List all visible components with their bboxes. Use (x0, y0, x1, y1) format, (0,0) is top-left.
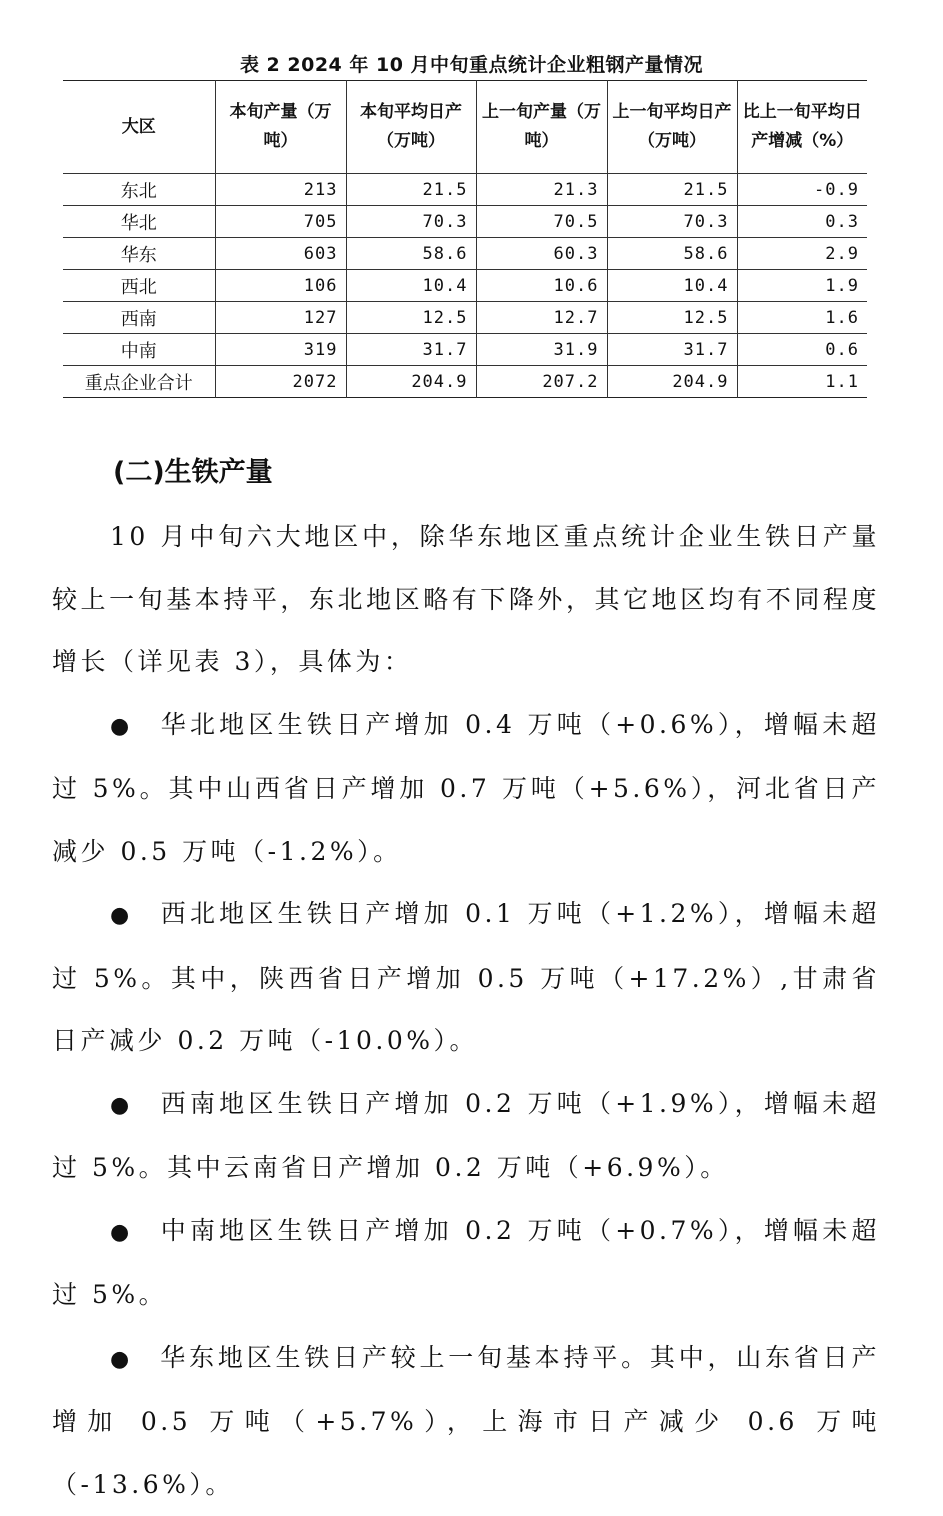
table-row (63, 334, 867, 366)
table-row-total (63, 366, 867, 398)
cell-value: 0.3 (737, 206, 867, 238)
cell-value: 1.1 (737, 366, 867, 398)
cell-region: 东北 (63, 174, 215, 206)
bullet-text: 中南地区生铁日产增加 0.2 万吨（+0.7%），增幅未超过 5%。 (52, 1216, 880, 1310)
cell-value: 204.9 (346, 366, 476, 398)
cell-value: 31.7 (346, 334, 476, 366)
cell-value: 10.4 (607, 270, 737, 302)
cell-value: 2.9 (737, 238, 867, 270)
bullet-text: 西南地区生铁日产增加 0.2 万吨（+1.9%），增幅未超过 5%。其中云南省日产增加 0.2 万吨（+6.9%）。 (52, 1089, 880, 1183)
cell-value: 21.5 (346, 174, 476, 206)
cell-value: 207.2 (476, 366, 607, 398)
bullet-icon: ● (110, 1202, 160, 1265)
table-row (63, 238, 867, 270)
cell-region: 西南 (63, 302, 215, 334)
bullet-text: 华北地区生铁日产增加 0.4 万吨（+0.6%），增幅未超过 5%。其中山西省日产增加 0.7 万吨（+5.6%），河北省日产减少 0.5 万吨（-1.2%）。 (52, 710, 880, 866)
cell-value: 319 (215, 334, 346, 366)
cell-value: 1.9 (737, 270, 867, 302)
table-row (63, 174, 867, 206)
cell-value: 60.3 (476, 238, 607, 270)
cell-value: 10.6 (476, 270, 607, 302)
cell-value: 70.5 (476, 206, 607, 238)
cell-value: -0.9 (737, 174, 867, 206)
cell-value: 106 (215, 270, 346, 302)
cell-value: 70.3 (607, 206, 737, 238)
bullet-paragraph (52, 1073, 880, 1200)
cell-region: 华北 (63, 206, 215, 238)
table-caption: 表 2 2024 年 10 月中旬重点统计企业粗钢产量情况 (0, 50, 943, 77)
cell-value: 705 (215, 206, 346, 238)
table-header-row (63, 81, 867, 174)
table-row (63, 206, 867, 238)
cell-region: 华东 (63, 238, 215, 270)
cell-value: 127 (215, 302, 346, 334)
bullet-icon: ● (110, 885, 160, 948)
table-row (63, 270, 867, 302)
bullet-paragraph (52, 1327, 880, 1516)
header-previous-output: 上一旬产量（万吨） (476, 81, 607, 174)
cell-value: 31.7 (607, 334, 737, 366)
cell-region: 西北 (63, 270, 215, 302)
cell-value: 12.7 (476, 302, 607, 334)
bullet-paragraph (52, 883, 880, 1073)
cell-value: 12.5 (346, 302, 476, 334)
cell-value: 603 (215, 238, 346, 270)
intro-paragraph: 10 月中旬六大地区中，除华东地区重点统计企业生铁日产量较上一旬基本持平，东北地区略有下降外，其它地区均有不同程度增长（详见表 3），具体为： (52, 506, 880, 694)
bullet-text: 华东地区生铁日产较上一旬基本持平。其中，山东省日产增加 0.5 万吨（+5.7%），上海市日产减少 0.6 万吨（-13.6%）。 (52, 1343, 880, 1499)
cell-value: 70.3 (346, 206, 476, 238)
cell-value: 10.4 (346, 270, 476, 302)
crude-steel-output-table (63, 80, 867, 398)
cell-value: 21.5 (607, 174, 737, 206)
bullet-icon: ● (110, 1329, 160, 1392)
cell-value: 58.6 (607, 238, 737, 270)
cell-value: 2072 (215, 366, 346, 398)
bullet-icon: ● (110, 696, 160, 759)
cell-value: 21.3 (476, 174, 607, 206)
header-change-percent: 比上一旬平均日产增减（%） (737, 81, 867, 174)
header-current-output: 本旬产量（万吨） (215, 81, 346, 174)
cell-value: 0.6 (737, 334, 867, 366)
header-current-daily-avg: 本旬平均日产（万吨） (346, 81, 476, 174)
cell-value: 58.6 (346, 238, 476, 270)
table-row (63, 302, 867, 334)
bullet-text: 西北地区生铁日产增加 0.1 万吨（+1.2%），增幅未超过 5%。其中，陕西省日产增加 0.5 万吨（+17.2%）,甘肃省日产减少 0.2 万吨（-10.0%）。 (52, 899, 880, 1055)
cell-value: 1.6 (737, 302, 867, 334)
cell-value: 204.9 (607, 366, 737, 398)
bullet-paragraph (52, 1200, 880, 1327)
section-title: (二)生铁产量 (113, 450, 273, 489)
bullet-paragraph (52, 694, 880, 884)
cell-region: 中南 (63, 334, 215, 366)
header-region: 大区 (63, 81, 215, 174)
cell-value: 213 (215, 174, 346, 206)
bullet-icon: ● (110, 1075, 160, 1138)
cell-region: 重点企业合计 (63, 366, 215, 398)
cell-value: 31.9 (476, 334, 607, 366)
header-previous-daily-avg: 上一旬平均日产（万吨） (607, 81, 737, 174)
body-text (52, 506, 880, 1516)
cell-value: 12.5 (607, 302, 737, 334)
